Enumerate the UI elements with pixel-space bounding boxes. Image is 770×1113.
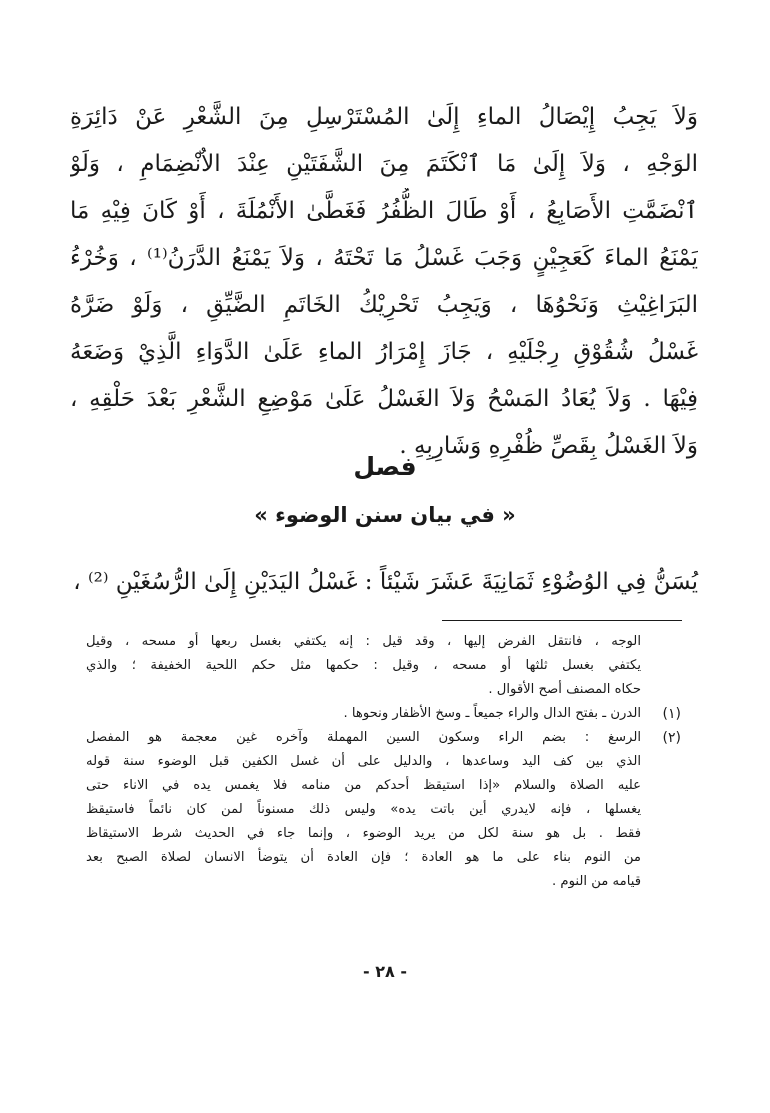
main-text-line: غَسْلُ شُقُوْقِ رِجْلَيْهِ ، جَازَ إِمْرَارُ الماءِ عَلَىٰ الدَّوَاءِ الَّذِيْ وَضَعَهُ [70, 339, 698, 365]
footnote-line: قيامه من النوم . [552, 874, 641, 889]
footnote-marker: (١) [662, 706, 681, 722]
section-subtitle: « في بيان سنن الوضوء » [254, 503, 516, 527]
footnote-separator [442, 620, 682, 621]
footnote-body [86, 702, 641, 726]
footnotes [86, 630, 681, 894]
main-text-line: وَلاَ يَجِبُ إِيْصَالُ الماءِ إِلَىٰ المُسْتَرْسِلِ مِنَ الشَّعْرِ عَنْ دَائِرَةِ [70, 104, 698, 130]
main-text-line: فِيْهَا . وَلاَ يُعَادُ المَسْحُ وَلاَ الغَسْلُ عَلَىٰ مَوْضِعِ الشَّعْرِ بَعْدَ حَلْقِهِ ، [70, 386, 698, 412]
footnote-line: يكتفي بغسل ثلثها أو مسحه ، وقيل : حكمها مثل حكم اللحية الخفيفة ؛ والذي [86, 658, 641, 673]
footnote-line: فقط . بل هو سنة لكل من يريد الوضوء ، وإنما جاء في الحديث شرط الاستيقاظ [86, 826, 641, 841]
footnote-line: الرسغ : بضم الراء وسكون السين المهملة وآخره غين معجمة هو المفصل [86, 730, 641, 745]
footnote-line: الذي بين كف اليد وساعدها ، والدليل على أن غسل الكفين قبل الوضوء سنة قوله [86, 754, 641, 769]
main-text-line: البَرَاغِيْثِ وَنَحْوُهَا ، وَيَجِبُ تَحْرِيْكُ الخَاتَمِ الضَّيِّقِ ، وَلَوْ ضَرَّهُ [70, 292, 698, 318]
main-text-line: ٱنْضَمَّتِ الأَصَابِعُ ، أَوْ طَالَ الظُّفُرُ فَغَطَّىٰ الأَنْمُلَةَ ، أَوْ كَانَ فِيْهِ مَا [70, 198, 698, 224]
page-number: - ٢٨ - [363, 962, 407, 981]
footnote-2 [86, 726, 681, 894]
footnote-line: من النوم بناء على ما هو العادة ؛ فإن العادة أن يتوضأ الانسان لصلاة الصبح بعد [86, 850, 641, 865]
section-heading: فصل [353, 452, 417, 481]
first-sentence: يُسَنُّ فِي الوُضُوْءِ ثَمَانِيَةَ عَشَرَ شَيْئاً : غَسْلُ اليَدَيْنِ إِلَىٰ الرُّسُغَيْنِ ⁽²⁾ ، [73, 569, 698, 595]
footnote-line: الدرن ـ بفتح الدال والراء جميعاً ـ وسخ الأظفار ونحوها . [343, 706, 641, 721]
footnote-1 [86, 702, 681, 726]
footnote-line: عليه الصلاة والسلام «إذا استيقظ أحدكم من منامه فلا يغمس يده في الاناء حتى [86, 778, 641, 793]
main-text-line: الوَجْهِ ، وَلاَ إِلَىٰ مَا ٱنْكَتَمَ مِنَ الشَّفَتَيْنِ عِنْدَ الاٌنْضِمَامِ ، وَلَوْ [70, 151, 698, 177]
footnote-marker: (٢) [662, 730, 681, 746]
footnote-continuation [86, 630, 681, 702]
footnote-line: يغسلها ، فإنه لايدري أين باتت يده» وليس ذلك مسنوناً لمن كان نائماً فاستيقظ [86, 802, 641, 817]
main-text-line: يَمْنَعُ الماءَ كَعَجِيْنٍ وَجَبَ غَسْلُ مَا تَحْتَهُ ، وَلاَ يَمْنَعُ الدَّرَنُ⁽¹⁾ ، وَخُرْءُ [70, 245, 698, 271]
footnote-line: الوجه ، فانتقل الفرض إليها ، وقد قيل : إنه يكتفي بغسل ربعها أو مسحه ، وقيل [86, 634, 641, 649]
footnote-line: حكاه المصنف أصح الأقوال . [488, 682, 641, 697]
main-text-line: وَلاَ الغَسْلُ بِقَصِّ ظُفْرِهِ وَشَارِبِهِ . [399, 433, 698, 459]
main-text [70, 94, 698, 470]
footnote-body [86, 726, 641, 894]
